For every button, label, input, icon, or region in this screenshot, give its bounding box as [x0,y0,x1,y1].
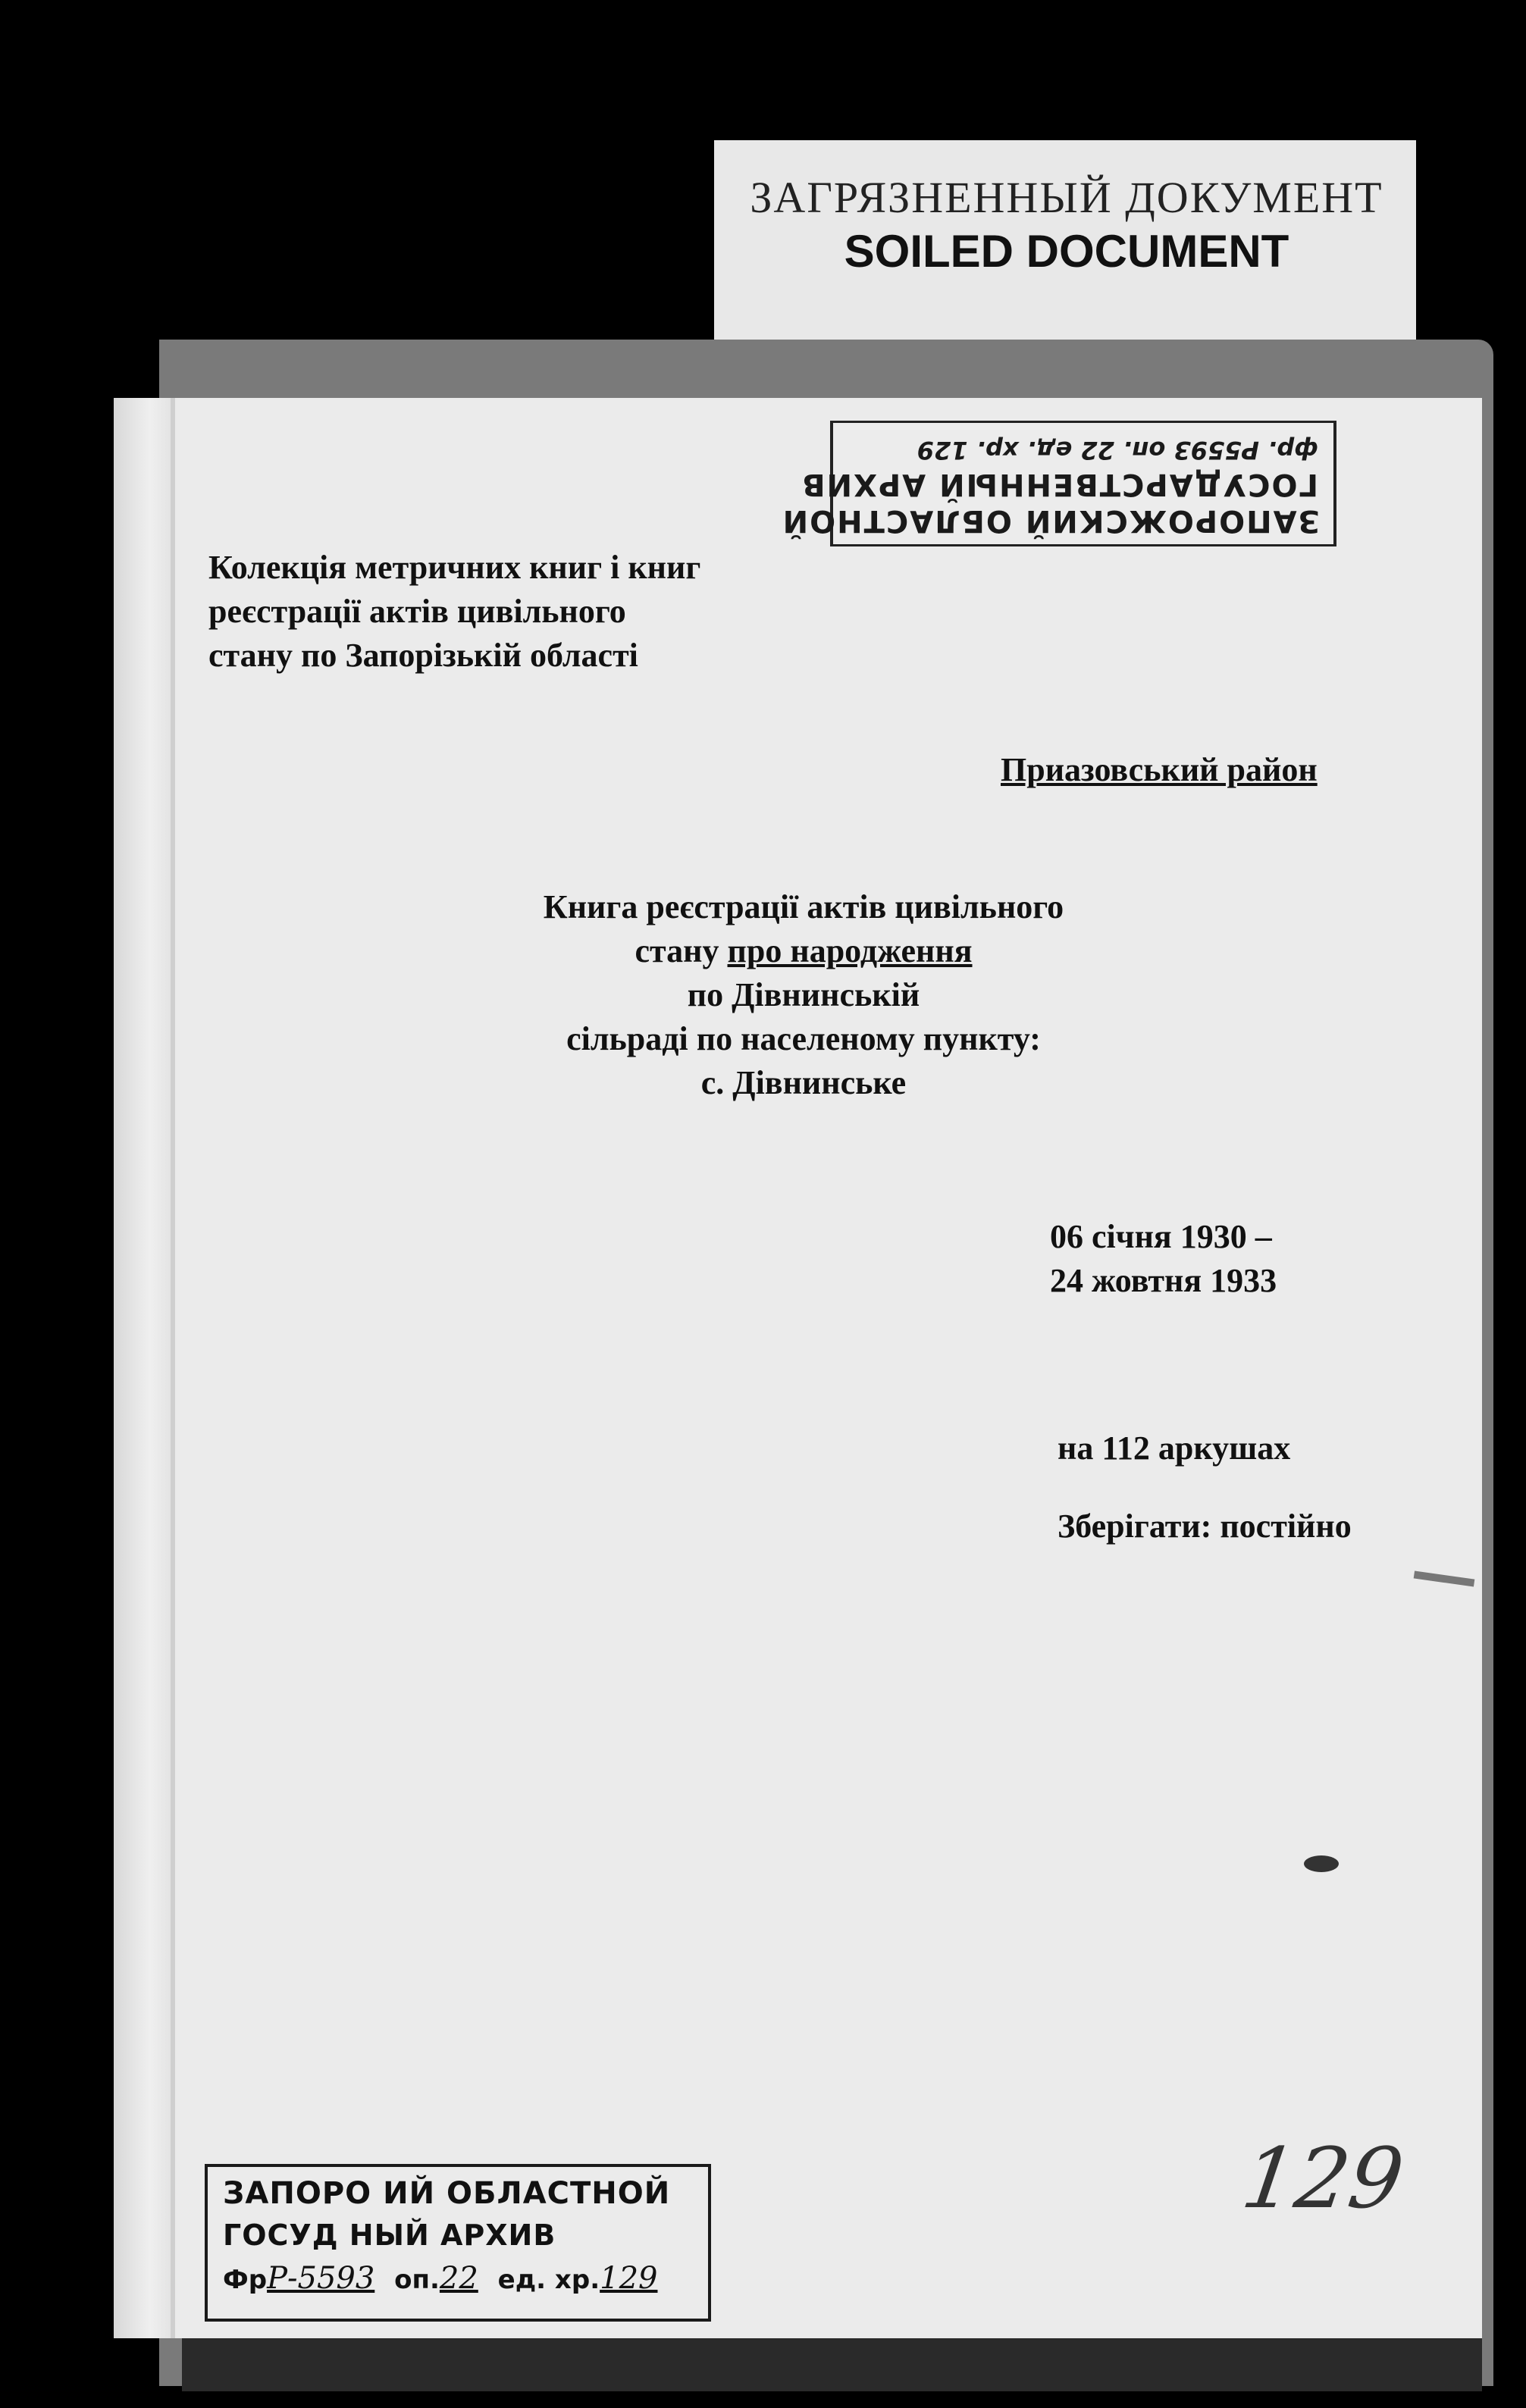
book-line: по Дівнинській [687,976,920,1013]
collection-line: стану по Запорізькій області [208,637,638,674]
book-line: с. Дівнинське [700,1064,907,1101]
book-title [425,885,1183,1105]
book-line: Книга реєстрації актів цивільного [543,888,1064,925]
fund-prefix: Фр [223,2265,268,2295]
opis-label: оп. [394,2265,440,2295]
document-sheet [114,398,1482,2338]
handwritten-number: 129 [1236,2130,1409,2227]
book-line: сільраді по населеному пункту: [566,1020,1041,1057]
binding-spine [114,398,174,2338]
stamp-bottom-row2: ГОСУД НЫЙ АРХИВ [223,2219,556,2252]
collection-line: реєстрації актів цивільного [208,593,626,630]
archive-stamp-bottom [205,2164,711,2322]
stamp-bottom-row3 [223,2261,657,2296]
ink-smudge [1304,1855,1339,1872]
storage-term: Зберігати: постійно [1058,1508,1352,1545]
fund-number: Р-5593 [267,2261,375,2296]
stamp-bottom-row1: ЗАПОРО ИЙ ОБЛАСТНОЙ [223,2176,671,2211]
stamp-top-line3: фр. Р5593 оп. 22 ед. хр. 129 [917,436,1318,465]
sheet-count: на 112 аркушах [1058,1429,1291,1467]
opis-number: 22 [439,2261,478,2296]
label-english: SOILED DOCUMENT [844,226,1289,277]
book-line-underlined: про народження [727,932,973,969]
stamp-top-line1: ЗАПОРОЖСКИЙ ОБЛАСТНОЙ [781,503,1320,538]
bottom-edge-shadow [182,2338,1482,2391]
date-range [1050,1215,1277,1303]
archive-stamp-top [781,421,1336,546]
book-line [425,929,1183,973]
date-from: 06 січня 1930 – [1050,1218,1272,1255]
date-to: 24 жовтня 1933 [1050,1262,1277,1299]
district-name: Приазовський район [1001,751,1318,788]
spine-fold-line [171,398,175,2338]
book-line-prefix: стану [635,932,728,969]
stamp-top-line2: ГОСУДАРСТВЕННЫЙ АРХИВ [801,467,1318,502]
item-label: ед. хр. [497,2265,600,2295]
item-number: 129 [600,2261,658,2296]
label-russian: ЗАГРЯЗНЕННЫЙ ДОКУМЕНТ [750,173,1383,222]
collection-heading [208,546,891,678]
soiled-document-label [714,140,1416,346]
collection-line: Колекція метричних книг і книг [208,549,701,586]
